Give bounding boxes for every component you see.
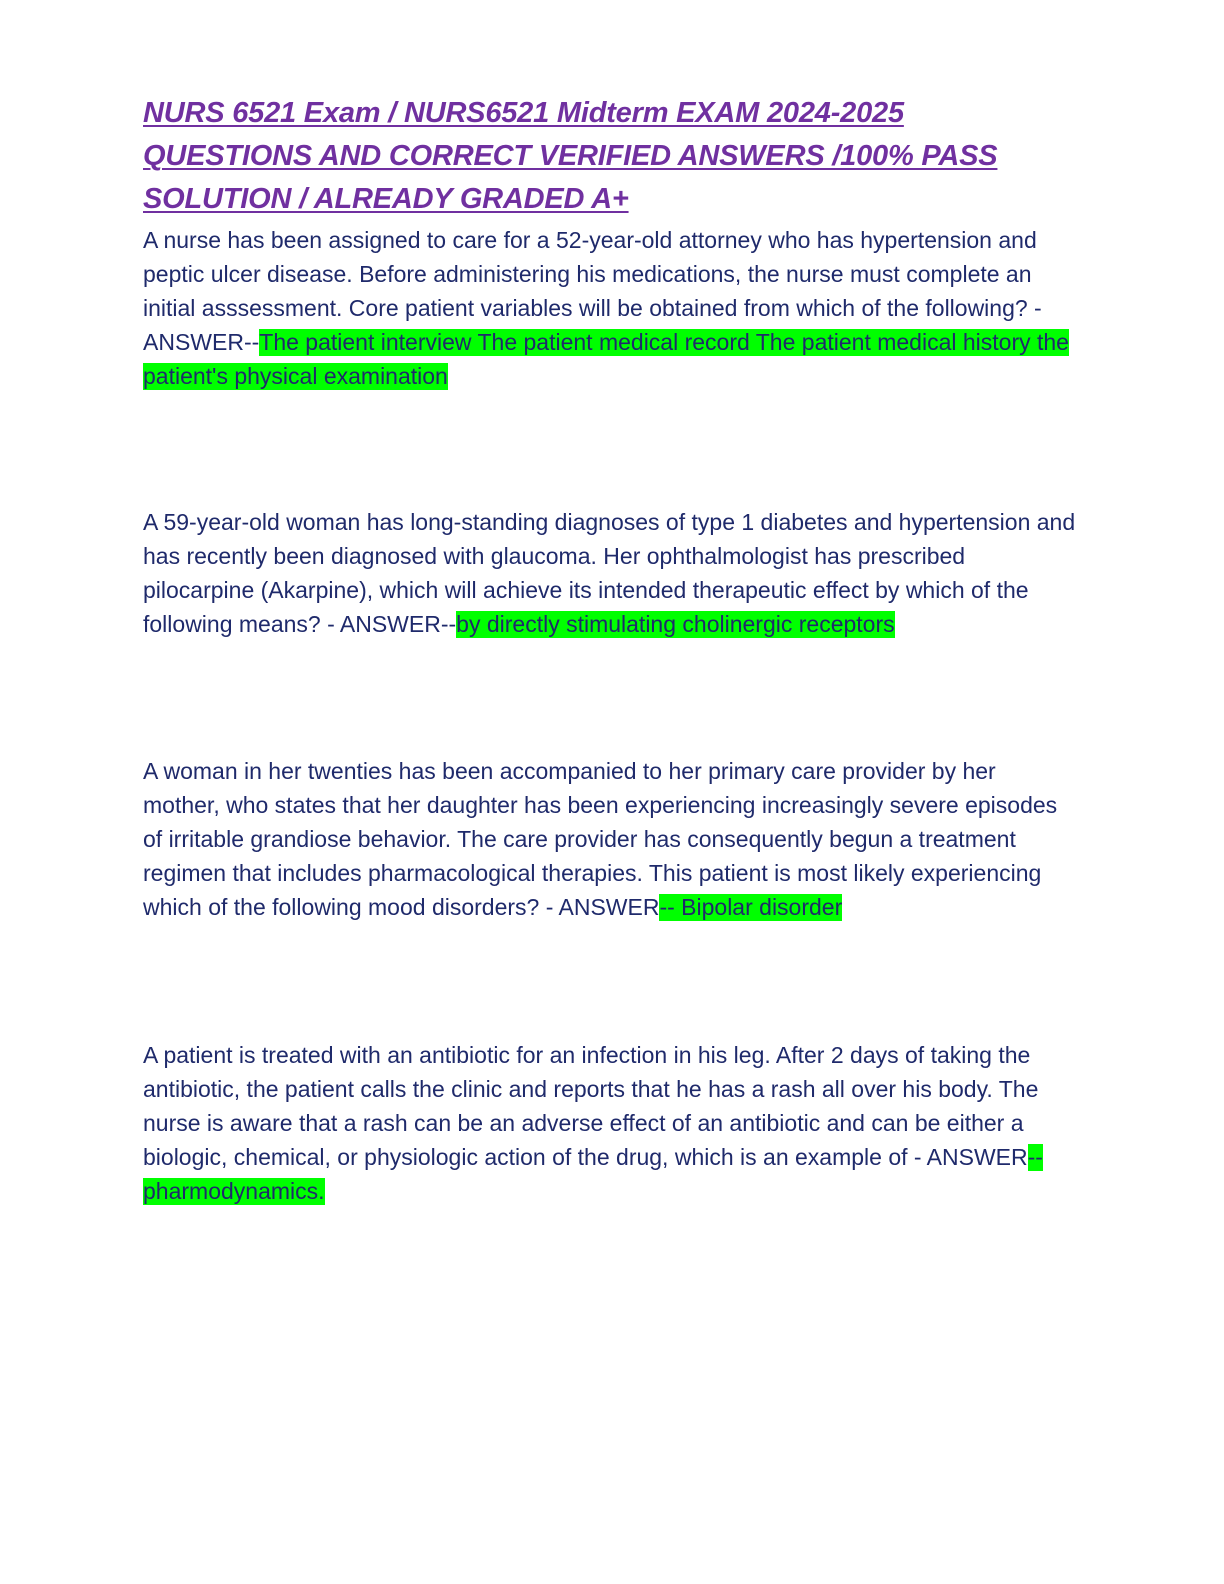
answer-highlight: -- pharmodynamics. xyxy=(143,1144,1043,1204)
question-text: A patient is treated with an antibiotic for an infection in his leg. After 2 days of taking the antibiotic, the patient calls the clinic and reports that he has a rash all over his body. The nurse is aware that a rash can be an adverse effect of an antibiotic and can be either a biologic, chemical, or physiologic action of the drug, which is an example of - ANSWER xyxy=(143,1042,1039,1170)
question-text: A nurse has been assigned to care for a 52-year-old attorney who has hypertension and peptic ulcer disease. Before administering his medications, the nurse must complete an initial asssessment. Core patient variables will be obtained from which of the following? - ANSWER-- xyxy=(143,227,1042,355)
question-block xyxy=(143,223,1078,393)
question-block xyxy=(143,754,1078,924)
question-text: A woman in her twenties has been accompanied to her primary care provider by her mother, who states that her daughter has been experiencing increasingly severe episodes of irritable grandiose behavior. The care provider has consequently begun a treatment regimen that includes pharmacological therapies. This patient is most likely experiencing which of the following mood disorders? - ANSWER xyxy=(143,758,1058,920)
document-page xyxy=(143,92,1078,1208)
question-text: A 59-year-old woman has long-standing diagnoses of type 1 diabetes and hypertension and has recently been diagnosed with glaucoma. Her ophthalmologist has prescribed pilocarpine (Akarpine), which will achieve its intended therapeutic effect by which of the following means? - ANSWER-- xyxy=(143,509,1076,637)
question-block xyxy=(143,505,1078,641)
answer-highlight: -- Bipolar disorder xyxy=(659,894,843,920)
document-title: NURS 6521 Exam / NURS6521 Midterm EXAM 2024-2025 QUESTIONS AND CORRECT VERIFIED ANSWERS /100% PASS SOLUTION / ALREADY GRADED A+ xyxy=(143,97,998,215)
answer-highlight: by directly stimulating cholinergic receptors xyxy=(456,611,895,637)
answer-highlight: The patient interview The patient medical record The patient medical history the patient's physical examination xyxy=(143,329,1069,389)
question-block xyxy=(143,1038,1078,1208)
